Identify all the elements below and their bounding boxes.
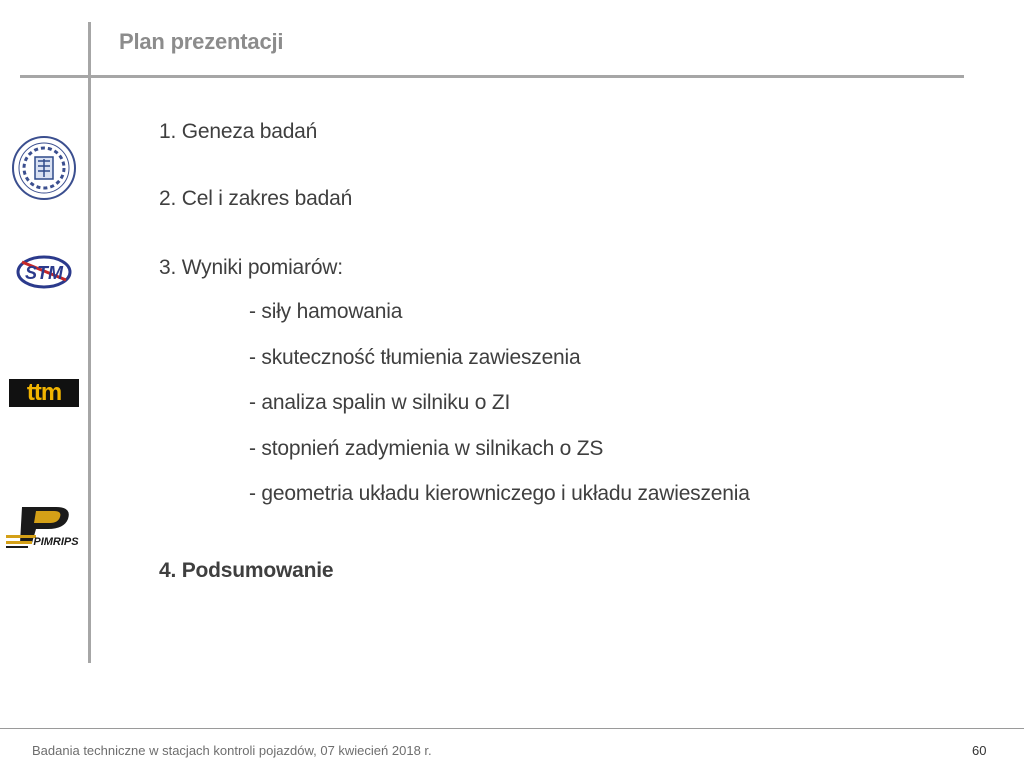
- stm-logo-text: STM: [25, 263, 63, 283]
- footer-text: Badania techniczne w stacjach kontroli pojazdów, 07 kwiecień 2018 r.: [32, 743, 432, 758]
- agenda-item-2: 2. Cel i zakres badań: [159, 187, 353, 210]
- slide-title: Plan prezentacji: [119, 29, 284, 54]
- agenda-subitem-5: - geometria układu kierowniczego i układu zawieszenia: [249, 482, 750, 505]
- agenda-subitem-1: - siły hamowania: [249, 300, 403, 323]
- footer-divider: [0, 728, 1024, 729]
- agenda-item-4: 4. Podsumowanie: [159, 559, 334, 582]
- agenda-item-1: 1. Geneza badań: [159, 120, 318, 143]
- ttm-logo-text: ttm: [26, 379, 62, 406]
- agenda-subitem-4: - stopnień zadymienia w silnikach o ZS: [249, 437, 604, 460]
- pimrips-logo-text: PIMRIPS: [33, 536, 79, 548]
- agenda-item-3: 3. Wyniki pomiarów:: [159, 256, 343, 279]
- page-number: 60: [972, 743, 987, 758]
- agenda-subitem-2: - skuteczność tłumienia zawieszenia: [249, 346, 581, 369]
- agenda-subitem-3: - analiza spalin w silniku o ZI: [249, 391, 511, 414]
